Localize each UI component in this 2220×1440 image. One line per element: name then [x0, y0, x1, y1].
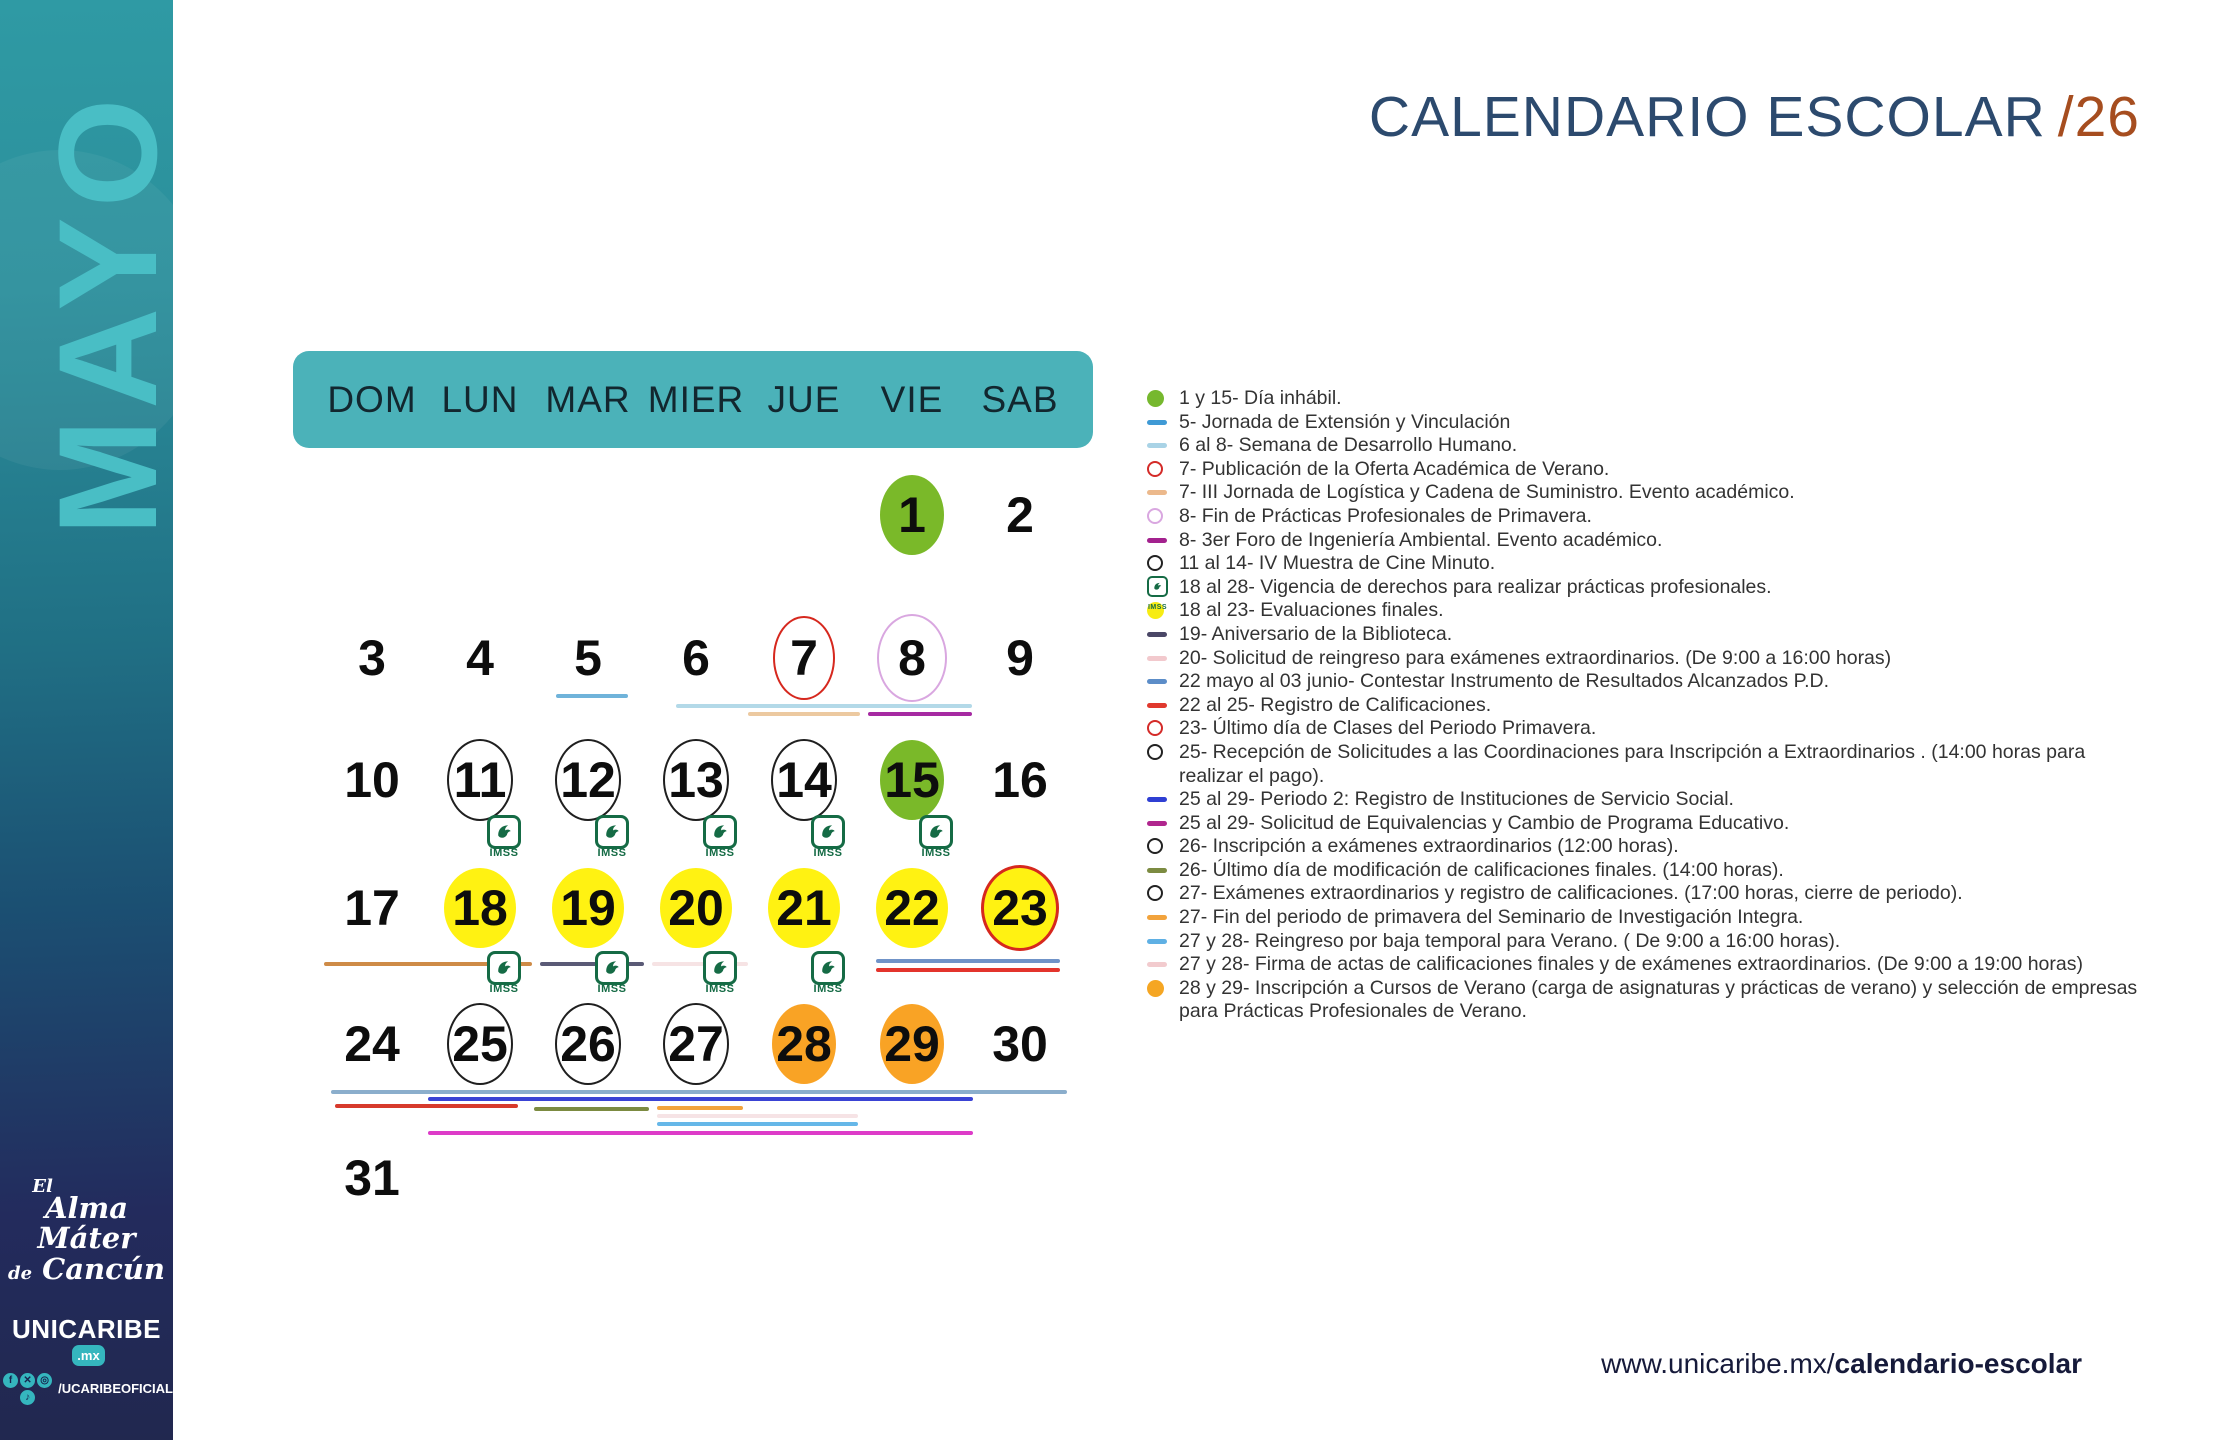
legend-text: 20- Solicitud de reingreso para exámenes extraordinarios. (De 9:00 a 16:00 horas): [1179, 646, 1892, 669]
legend-item: [1147, 623, 2147, 647]
legend-marker: [1147, 859, 1179, 873]
legend-item: [1147, 411, 2147, 435]
legend-text: 5- Jornada de Extensión y Vinculación: [1179, 410, 1511, 433]
imss-eagle-icon: [811, 951, 845, 985]
legend-marker: [1147, 694, 1179, 708]
imss-eagle-icon: [487, 815, 521, 849]
imss-label: IMSS: [597, 847, 627, 859]
legend-marker: [1147, 788, 1179, 802]
day-number: 8: [898, 630, 926, 686]
imss-logo-icon: [595, 951, 629, 995]
legend-marker: [1147, 434, 1179, 448]
legend-text: 8- Fin de Prácticas Profesionales de Primavera.: [1179, 504, 1592, 527]
legend-marker: [1147, 882, 1179, 901]
day-cell-2: [965, 460, 1075, 570]
imss-logo-icon: [811, 815, 845, 859]
legend-text: 22 mayo al 03 junio- Contestar Instrumento de Resultados Alcanzados P.D.: [1179, 670, 1830, 693]
imss-eagle-icon: [1147, 576, 1168, 597]
imss-logo-icon: [487, 815, 521, 859]
legend-marker: [1147, 717, 1179, 736]
legend-marker-ring: [1147, 885, 1163, 901]
day-number: 5: [574, 630, 602, 686]
day-cell-9: [965, 603, 1075, 713]
day-number: 16: [992, 752, 1048, 808]
imss-label: IMSS: [489, 847, 519, 859]
event-bar: [676, 704, 972, 708]
day-cell-24: [317, 989, 427, 1099]
legend-marker: [1147, 741, 1179, 760]
day-number: 19: [560, 880, 616, 936]
day-cell-25: [425, 983, 535, 1099]
page-title-main: CALENDARIO ESCOLAR: [1368, 85, 2046, 149]
legend-text: 18 al 23- Evaluaciones finales.: [1179, 599, 1444, 622]
day-number: 1: [898, 487, 926, 543]
day-number: 9: [1006, 630, 1034, 686]
legend-text: 26- Inscripción a exámenes extraordinarios (12:00 horas).: [1179, 835, 1679, 858]
day-cell-18: [425, 847, 535, 963]
imss-label: IMSS: [813, 983, 843, 995]
footer-url-path: calendario-escolar: [1834, 1348, 2082, 1379]
day-cell-29: [857, 989, 967, 1099]
day-cell-8: [857, 603, 967, 713]
day-number: 31: [344, 1150, 400, 1206]
legend-item: [1147, 458, 2147, 482]
legend-item: [1147, 812, 2147, 836]
legend-marker-dash: [1147, 939, 1167, 944]
weekday-header-dom: DOM: [327, 378, 417, 420]
legend-marker: [1147, 835, 1179, 854]
legend-item: [1147, 882, 2147, 906]
imss-eagle-icon: [595, 815, 629, 849]
event-bar: [876, 959, 1060, 963]
day-number: 26: [560, 1016, 616, 1072]
legend-text: 7- III Jornada de Logística y Cadena de Suministro. Evento académico.: [1179, 481, 1795, 504]
tagline-line2: de Cancún: [8, 1251, 165, 1286]
tagline-el: El: [32, 1176, 53, 1197]
day-number: 6: [682, 630, 710, 686]
legend: [1147, 387, 2147, 1024]
page-title-year: /26: [2057, 85, 2140, 149]
weekday-header-lun: LUN: [441, 378, 519, 420]
legend-marker-dot: [1147, 390, 1164, 407]
legend-marker: [1147, 670, 1179, 684]
legend-text: 8- 3er Foro de Ingeniería Ambiental. Evento académico.: [1179, 528, 1663, 551]
weekday-header-sab: SAB: [981, 378, 1059, 420]
day-number: 12: [560, 752, 616, 808]
imss-label: IMSS: [921, 847, 951, 859]
day-number: 28: [776, 1016, 832, 1072]
tagline-line1: Alma Máter: [37, 1190, 136, 1256]
legend-item: [1147, 859, 2147, 883]
event-bar: [428, 1097, 973, 1101]
imss-eagle-icon: [487, 951, 521, 985]
day-cell-19: [533, 847, 643, 963]
day-cell-6: [641, 603, 751, 713]
legend-marker: [1147, 529, 1179, 543]
legend-text: 23- Último día de Clases del Periodo Primavera.: [1179, 717, 1597, 740]
legend-text: 25 al 29- Periodo 2: Registro de Instituciones de Servicio Social.: [1179, 788, 1734, 811]
tiktok-icon[interactable]: ♪: [20, 1390, 35, 1405]
event-bar: [657, 1114, 858, 1118]
imss-label: IMSS: [705, 847, 735, 859]
day-cell-4: [425, 603, 535, 713]
day-cell-16: [965, 725, 1075, 835]
legend-text: 22 al 25- Registro de Calificaciones.: [1179, 693, 1492, 716]
event-bar: [868, 712, 972, 716]
day-cell-3: [317, 603, 427, 713]
imss-label: IMSS: [1147, 603, 1168, 611]
imss-logo-icon: [811, 951, 845, 995]
legend-marker-dash: [1147, 490, 1167, 495]
legend-marker-dot: [1147, 980, 1164, 997]
day-cell-10: [317, 725, 427, 835]
legend-marker: [1147, 387, 1179, 407]
legend-marker-dash: [1147, 868, 1167, 873]
imss-eagle-icon: [703, 951, 737, 985]
event-bar: [534, 1107, 649, 1111]
brand-name: UNICARIBE: [12, 1314, 161, 1345]
day-number: 11: [453, 752, 507, 808]
imss-eagle-icon: [595, 951, 629, 985]
legend-marker-ring: [1147, 744, 1163, 760]
day-number: 24: [344, 1016, 400, 1072]
day-cell-31: [317, 1123, 427, 1233]
legend-text: 25- Recepción de Solicitudes a las Coordinaciones para Inscripción a Extraordinarios . (14:00 horas para realizar el pago).: [1179, 740, 2086, 787]
day-cell-17: [317, 853, 427, 963]
legend-item: [1147, 953, 2147, 977]
legend-item: [1147, 481, 2147, 505]
legend-marker-dash: [1147, 538, 1167, 543]
legend-marker: [1147, 623, 1179, 637]
legend-marker: [1147, 953, 1179, 967]
day-number: 27: [668, 1016, 724, 1072]
event-bar: [331, 1090, 1067, 1094]
day-cell-1: [857, 460, 967, 570]
legend-item: [1147, 387, 2147, 411]
legend-item: [1147, 505, 2147, 529]
footer-url-domain: www.unicaribe.mx/: [1601, 1348, 1835, 1379]
imss-logo-icon: [487, 951, 521, 995]
legend-text: 27- Fin del periodo de primavera del Seminario de Investigación Integra.: [1179, 906, 1804, 929]
day-number: 29: [884, 1016, 940, 1072]
legend-marker-ring: [1147, 555, 1163, 571]
day-number: 21: [776, 880, 832, 936]
legend-marker-dash: [1147, 821, 1167, 826]
legend-marker: [1147, 481, 1179, 495]
day-number: 7: [790, 630, 818, 686]
day-number: 15: [884, 752, 940, 808]
legend-marker: [1147, 458, 1179, 477]
weekday-header-mar: MAR: [545, 378, 631, 420]
legend-marker-dash: [1147, 443, 1167, 448]
legend-item: [1147, 694, 2147, 718]
weekday-header-vie: VIE: [880, 378, 944, 420]
event-bar: [876, 968, 1060, 972]
event-bar: [657, 1106, 743, 1110]
imss-eagle-icon: [811, 815, 845, 849]
legend-text: 1 y 15- Día inhábil.: [1179, 387, 1342, 409]
imss-label: IMSS: [705, 983, 735, 995]
event-bar: [428, 1131, 973, 1135]
legend-item: [1147, 599, 2147, 623]
legend-marker: [1147, 812, 1179, 826]
legend-marker: [1147, 906, 1179, 920]
day-number: 22: [884, 880, 940, 936]
legend-marker-ring: [1147, 461, 1163, 477]
day-number: 18: [452, 880, 508, 936]
legend-text: 19- Aniversario de la Biblioteca.: [1179, 622, 1453, 645]
legend-item: [1147, 670, 2147, 694]
day-number: 30: [992, 1016, 1048, 1072]
legend-item: [1147, 717, 2147, 741]
legend-text: 25 al 29- Solicitud de Equivalencias y Cambio de Programa Educativo.: [1179, 811, 1790, 834]
imss-logo-icon: [919, 815, 953, 859]
day-cell-27: [641, 983, 751, 1099]
legend-marker-ring: [1147, 838, 1163, 854]
legend-marker-dash: [1147, 962, 1167, 967]
legend-marker-dash: [1147, 915, 1167, 920]
day-number: 10: [344, 752, 400, 808]
legend-text: 27- Exámenes extraordinarios y registro de calificaciones. (17:00 horas, cierre de periodo).: [1179, 882, 1963, 905]
day-number: 13: [668, 752, 724, 808]
imss-eagle-icon: [919, 815, 953, 849]
legend-marker: [1147, 411, 1179, 425]
brand-mx-badge: .mx: [72, 1345, 104, 1366]
legend-text: 28 y 29- Inscripción a Cursos de Verano (carga de asignaturas y prácticas de verano) y selección de empresas para Prácticas Profesionales de Verano.: [1179, 976, 2138, 1023]
weekday-header-jue: JUE: [767, 378, 841, 420]
legend-text: 18 al 28- Vigencia de derechos para realizar prácticas profesionales.: [1179, 575, 1772, 598]
day-cell-7: [749, 603, 859, 713]
legend-item: [1147, 741, 2147, 788]
legend-marker-dash: [1147, 703, 1167, 708]
day-number: 25: [452, 1016, 508, 1072]
day-cell-20: [641, 847, 751, 963]
imss-logo-icon: [703, 815, 737, 859]
legend-item: [1147, 647, 2147, 671]
imss-label: IMSS: [489, 983, 519, 995]
imss-eagle-icon: [703, 815, 737, 849]
month-title: MAYO: [29, 88, 186, 536]
day-cell-30: [965, 989, 1075, 1099]
day-number: 14: [776, 752, 832, 808]
event-bar: [657, 1122, 858, 1126]
day-number: 23: [992, 880, 1048, 936]
day-number: 3: [358, 630, 386, 686]
legend-item: [1147, 930, 2147, 954]
legend-item: [1147, 835, 2147, 859]
legend-text: 27 y 28- Reingreso por baja temporal para Verano. ( De 9:00 a 16:00 horas).: [1179, 929, 1841, 952]
day-cell-23: [965, 853, 1075, 963]
imss-logo-icon: [1147, 576, 1168, 620]
legend-item: [1147, 906, 2147, 930]
weekday-header-mier: MIER: [647, 378, 745, 420]
legend-item: [1147, 552, 2147, 576]
legend-item: [1147, 788, 2147, 812]
legend-item: [1147, 529, 2147, 553]
social-handle: /UCARIBEOFICIAL: [58, 1380, 173, 1396]
event-bar: [335, 1104, 518, 1108]
day-cell-26: [533, 983, 643, 1099]
footer-url[interactable]: [1601, 1348, 2082, 1380]
day-cell-22: [857, 847, 967, 963]
day-number: 20: [668, 880, 724, 936]
day-cell-21: [749, 847, 859, 963]
facebook-icon[interactable]: f: [3, 1373, 18, 1388]
legend-marker: [1147, 647, 1179, 661]
x-icon[interactable]: ✕: [20, 1373, 35, 1388]
legend-text: 27 y 28- Firma de actas de calificaciones finales y de exámenes extraordinarios. (De 9:00 a 19:00 horas): [1179, 953, 2083, 976]
legend-marker: [1147, 977, 1179, 997]
event-bar: [556, 694, 628, 698]
legend-marker: [1147, 930, 1179, 944]
day-number: 2: [1006, 487, 1034, 543]
legend-text: 26- Último día de modificación de calificaciones finales. (14:00 horas).: [1179, 858, 1784, 881]
legend-text: 7- Publicación de la Oferta Académica de Verano.: [1179, 457, 1610, 480]
legend-text: 11 al 14- IV Muestra de Cine Minuto.: [1179, 552, 1496, 575]
legend-marker-dash: [1147, 632, 1167, 637]
day-number: 4: [466, 630, 494, 686]
event-bar: [748, 712, 860, 716]
legend-marker-dash: [1147, 797, 1167, 802]
imss-logo-icon: [703, 951, 737, 995]
legend-marker-ring: [1147, 720, 1163, 736]
legend-marker: [1147, 505, 1179, 524]
imss-logo-icon: [595, 815, 629, 859]
legend-marker-dash: [1147, 679, 1167, 684]
legend-item: [1147, 977, 2147, 1024]
legend-marker-dash: [1147, 656, 1167, 661]
instagram-icon[interactable]: ◎: [37, 1373, 52, 1388]
day-cell-28: [749, 983, 859, 1099]
imss-label: IMSS: [597, 983, 627, 995]
day-number: 17: [344, 880, 400, 936]
imss-label: IMSS: [813, 847, 843, 859]
legend-text: 6 al 8- Semana de Desarrollo Humano.: [1179, 434, 1518, 457]
legend-marker-ring: [1147, 508, 1163, 524]
legend-marker-dash: [1147, 420, 1167, 425]
legend-marker: [1147, 552, 1179, 571]
weekday-header-bar: [293, 351, 1093, 448]
legend-item: [1147, 434, 2147, 458]
